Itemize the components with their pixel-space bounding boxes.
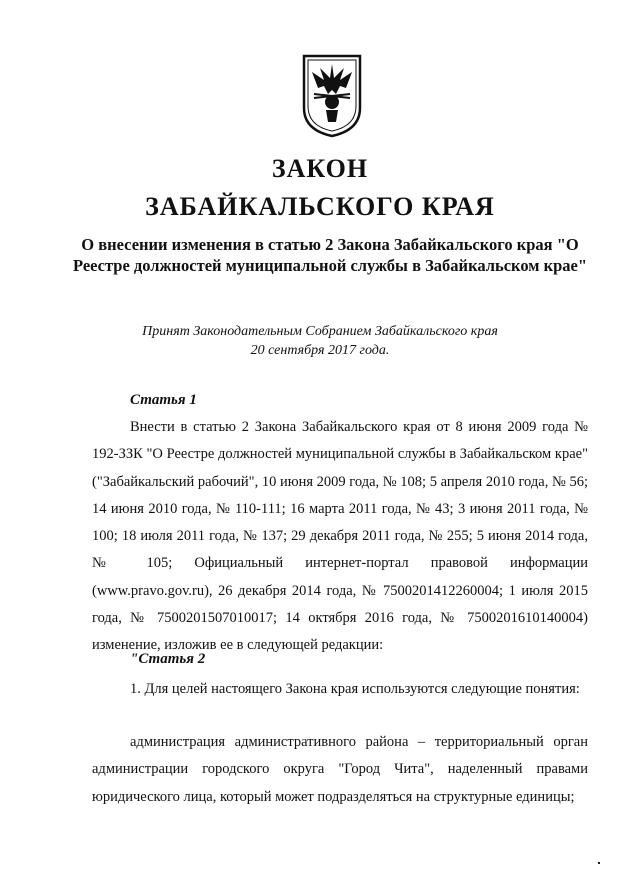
coat-of-arms-icon (300, 50, 364, 138)
article-2-item-1: 1. Для целей настоящего Закона края используются следующие понятия: (130, 681, 580, 697)
adoption-body: Принят Законодательным Собранием Забайкальского края (142, 324, 498, 339)
article-2-heading: "Статья 2 (130, 651, 206, 667)
law-title: ЗАКОН (271, 154, 369, 183)
article-1-heading: Статья 1 (130, 392, 197, 408)
page-speck (598, 862, 600, 864)
article-1-text: Внести в статью 2 Закона Забайкальского края от 8 июня 2009 года № 192-ЗЗК "О Реестре должностей муниципальной службы в Забайкальском крае" ("Забайкальский рабочий", 10 июня 2009 года, № 108; 5 апреля 2010 года, № 56; 14 июня 2010 года, № 110-111; 16 марта 2011 года, № 43; 3 июня 2011 года, № 100; 18 июля 2011 года, № 137; 29 декабря 2011 года, № 255; 5 июня 2014 года, № 105; Официальный интернет-портал правовой информации (www.pravo.gov.ru), 26 декабря 2014 года, № 7500201412260004; 1 июля 2015 года, № 7500201507010017; 14 октября 2016 года, № 7500201610140004) изменение, изложив ее в следующей редакции: (92, 419, 588, 654)
article-2-definition: администрация административного района – территориальный орган администрации городского округа "Город Чита", наделенный правами юридического лица, который может подразделяться на структурные единицы; (92, 734, 588, 805)
law-subtitle: О внесении изменения в статью 2 Закона Забайкальского края "О Реестре должностей муниципальной службы в Забайкальском крае" (72, 235, 588, 275)
adoption-note (60, 322, 580, 360)
law-region-title: ЗАБАЙКАЛЬСКОГО КРАЯ (145, 192, 495, 221)
adoption-date: 20 сентября 2017 года. (250, 343, 390, 358)
